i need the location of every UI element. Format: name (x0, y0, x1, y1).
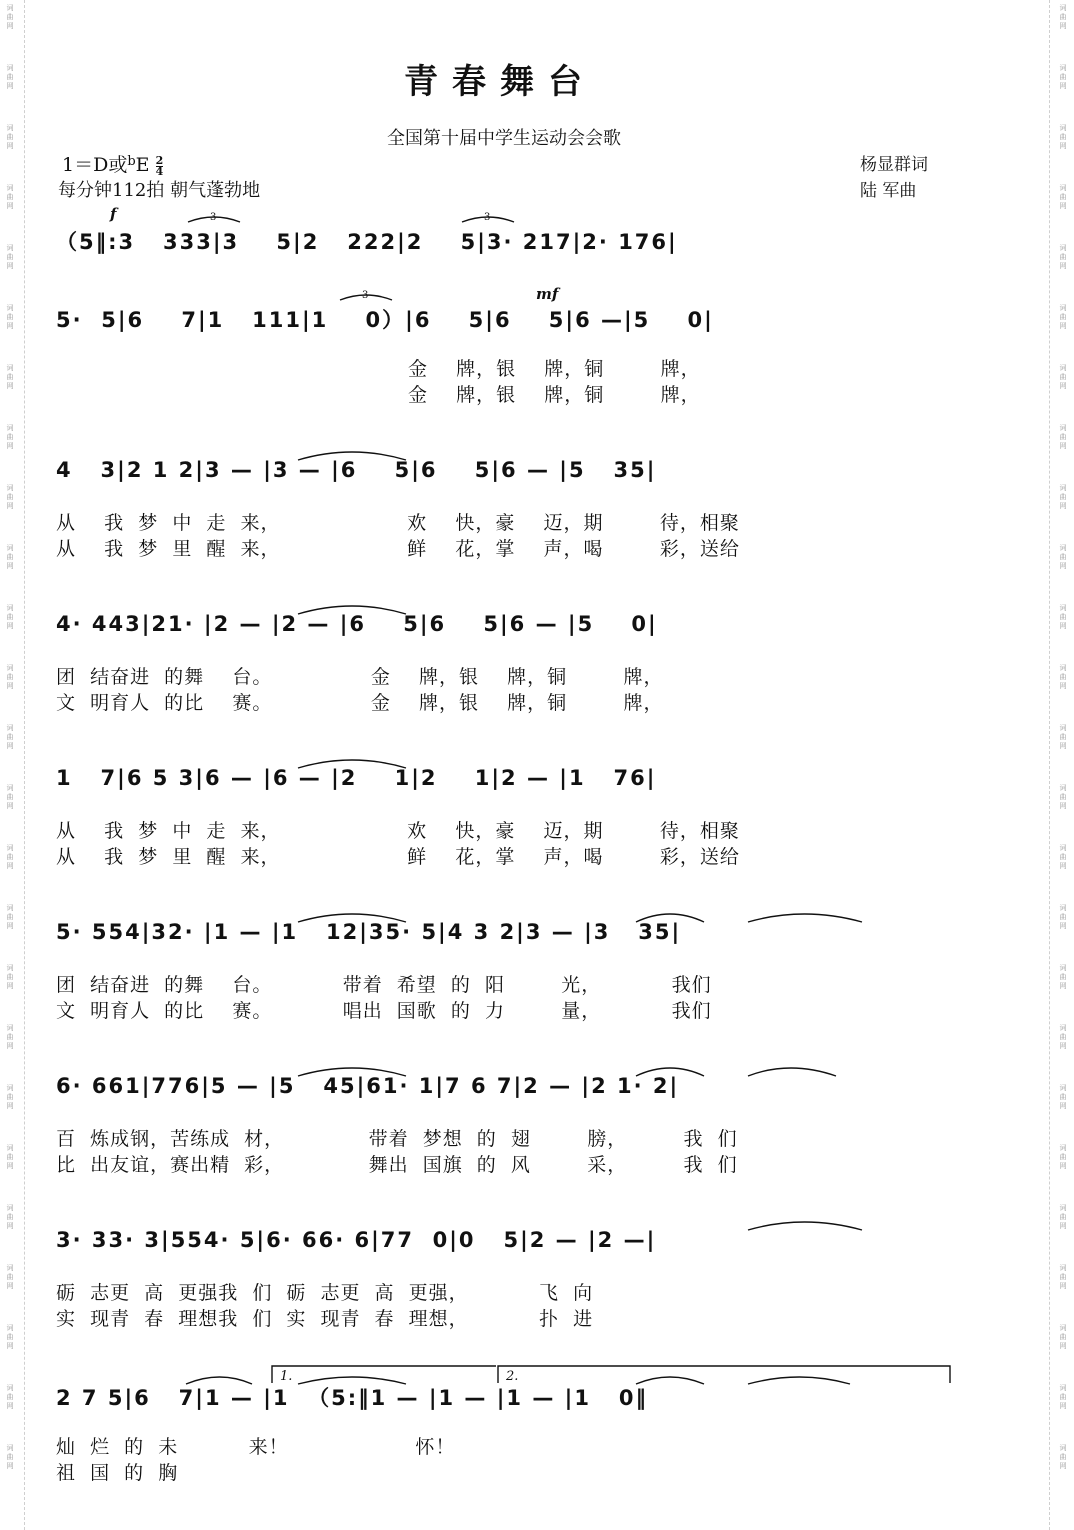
slur (636, 1068, 704, 1076)
song-subtitle: 全国第十届中学生运动会会歌 (387, 128, 621, 149)
triplet-number: 3 (484, 212, 491, 223)
watermark-glyphs: 词 曲 网 (6, 1324, 14, 1350)
lyric-verse-2: 文 明育人 的比 赛。 唱出 国歌 的 力 量， 我们 (56, 1000, 712, 1022)
watermark-glyphs: 词 曲 网 (6, 844, 14, 870)
watermark-glyphs: 词 曲 网 (1059, 364, 1067, 390)
tie (748, 914, 862, 922)
watermark-glyphs: 词 曲 网 (1059, 1444, 1067, 1470)
lyric-verse-2: 比 出友谊，赛出精 彩， 舞出 国旗 的 风 采， 我 们 (56, 1154, 738, 1176)
volta-1-bracket (272, 1366, 496, 1383)
lyric-verse-2: 文 明育人 的比 赛。 金 牌，银 牌，铜 牌， (56, 692, 664, 714)
watermark-glyphs: 词 曲 网 (6, 244, 14, 270)
watermark-glyphs: 词 曲 网 (6, 4, 14, 30)
watermark-glyphs: 词 曲 网 (1059, 1384, 1067, 1410)
watermark-glyphs: 词 曲 网 (1059, 1144, 1067, 1170)
watermark-glyphs: 词 曲 网 (6, 124, 14, 150)
lyric-verse-1: 从 我 梦 中 走 来， 欢 快，豪 迈，期 待，相聚 (56, 820, 740, 842)
tie (298, 452, 406, 460)
notation-row: 5· 554|32· |1 — |1 12|35· 5|4 3 2|3 — |3 35| (56, 920, 682, 944)
lyric-verse-2: 祖 国 的 胸 (56, 1462, 179, 1484)
song-title: 青春舞台 (404, 62, 596, 102)
lyric-verse-1: 砺 志更 高 更强我 们 砺 志更 高 更强， 飞 向 (56, 1282, 594, 1304)
watermark-glyphs: 词 曲 网 (6, 424, 14, 450)
watermark-glyphs: 词 曲 网 (6, 1264, 14, 1290)
watermark-glyphs: 词 曲 网 (6, 1084, 14, 1110)
dynamic-mezzo-forte: mf (536, 285, 559, 303)
volta-2-label: 2. (506, 1369, 519, 1384)
watermark-glyphs: 词 曲 网 (1059, 964, 1067, 990)
tempo-marking: 每分钟112拍 朝气蓬勃地 (58, 180, 261, 201)
lyric-verse-2: 从 我 梦 里 醒 来， 鲜 花，掌 声，喝 彩，送给 (56, 538, 740, 560)
watermark-glyphs: 词 曲 网 (1059, 664, 1067, 690)
lyric-verse-2: 从 我 梦 里 醒 来， 鲜 花，掌 声，喝 彩，送给 (56, 846, 740, 868)
tie (748, 1068, 836, 1076)
watermark-glyphs: 词 曲 网 (6, 484, 14, 510)
tie (298, 1068, 406, 1076)
flat-sign: b (127, 154, 136, 169)
watermark-glyphs: 词 曲 网 (6, 304, 14, 330)
watermark-glyphs: 词 曲 网 (1059, 244, 1067, 270)
tie (298, 760, 406, 768)
notation-row: 6· 661|776|5 — |5 45|61· 1|7 6 7|2 — |2 1· 2| (56, 1074, 680, 1098)
watermark-glyphs: 词 曲 网 (6, 1024, 14, 1050)
watermark-glyphs: 词 曲 网 (1059, 544, 1067, 570)
volta-2-bracket (498, 1366, 950, 1383)
notation-row: （5‖:3 333|3 5|2 222|2 5|3· 217|2· 176| (56, 230, 678, 254)
watermark-glyphs: 词 曲 网 (1059, 1204, 1067, 1230)
watermark-glyphs: 词 曲 网 (1059, 4, 1067, 30)
watermark-glyphs: 词 曲 网 (1059, 604, 1067, 630)
key-note: E (135, 154, 150, 176)
triplet-number: 3 (210, 212, 217, 223)
watermark-glyphs: 词 曲 网 (6, 664, 14, 690)
watermark-glyphs: 词 曲 网 (1059, 484, 1067, 510)
watermark-glyphs: 词 曲 网 (1059, 1264, 1067, 1290)
lyric-verse-2: 实 现青 春 理想我 们 实 现青 春 理想， 扑 进 (56, 1308, 594, 1330)
watermark-glyphs: 词 曲 网 (6, 184, 14, 210)
watermark-glyphs: 词 曲 网 (6, 784, 14, 810)
lyric-verse-2: 金 牌，银 牌，铜 牌， (56, 384, 701, 406)
triplet-number: 3 (362, 290, 369, 301)
lyric-verse-1: 金 牌，银 牌，铜 牌， (56, 358, 701, 380)
watermark-glyphs: 词 曲 网 (6, 904, 14, 930)
tie (748, 1222, 862, 1230)
notation-row: 1 7|6 5 3|6 — |6 — |2 1|2 1|2 — |1 76| (56, 766, 657, 790)
composer-credit: 陆 军曲 (860, 181, 917, 201)
watermark-glyphs: 词 曲 网 (1059, 1324, 1067, 1350)
watermark-glyphs: 词 曲 网 (1059, 724, 1067, 750)
lyricist-credit: 杨显群词 (860, 155, 928, 175)
notation-row: 3· 33· 3|554· 5|6· 66· 6|77 0|0 5|2 — |2 —| (56, 1228, 657, 1252)
watermark-glyphs: 词 曲 网 (1059, 904, 1067, 930)
watermark-glyphs: 词 曲 网 (1059, 844, 1067, 870)
tie (748, 1377, 850, 1384)
lyric-verse-1: 团 结奋进 的舞 台。 金 牌，银 牌，铜 牌， (56, 666, 664, 688)
notation-row: 4 3|2 1 2|3 — |3 — |6 5|6 5|6 — |5 35| (56, 458, 657, 482)
watermark-glyphs: 词 曲 网 (1059, 784, 1067, 810)
watermark-glyphs: 词 曲 网 (1059, 184, 1067, 210)
watermark-glyphs: 词 曲 网 (6, 1204, 14, 1230)
watermark-glyphs: 词 曲 网 (1059, 64, 1067, 90)
tie (298, 914, 406, 922)
tie (636, 1377, 704, 1384)
watermark-glyphs: 词 曲 网 (6, 724, 14, 750)
meter-top: 2 (155, 154, 164, 167)
slur (186, 1377, 252, 1384)
tie (298, 606, 406, 614)
watermark-glyphs: 词 曲 网 (1059, 1084, 1067, 1110)
watermark-glyphs: 词 曲 网 (6, 1384, 14, 1410)
watermark-glyphs: 词 曲 网 (1059, 424, 1067, 450)
key-prefix: 1＝D或 (62, 154, 128, 176)
watermark-glyphs: 词 曲 网 (6, 1444, 14, 1470)
dynamic-forte: f (110, 205, 117, 223)
watermark-glyphs: 词 曲 网 (1059, 304, 1067, 330)
lyric-verse-1: 团 结奋进 的舞 台。 带着 希望 的 阳 光， 我们 (56, 974, 712, 996)
watermark-glyphs: 词 曲 网 (6, 1144, 14, 1170)
tie (298, 1377, 406, 1384)
watermark-glyphs: 词 曲 网 (6, 64, 14, 90)
watermark-glyphs: 词 曲 网 (6, 544, 14, 570)
meter-bottom: 4 (155, 165, 164, 178)
watermark-glyphs: 词 曲 网 (1059, 1024, 1067, 1050)
slur (636, 914, 704, 922)
lyric-verse-1: 灿 烂 的 未 来！ 怀！ (56, 1436, 456, 1458)
notation-row: 2 7 5|6 7|1 — |1 （5:‖1 — |1 — |1 — |1 0‖ (56, 1386, 648, 1410)
lyric-verse-1: 百 炼成钢，苦练成 材， 带着 梦想 的 翅 膀， 我 们 (56, 1128, 738, 1150)
notation-row: 4· 443|21· |2 — |2 — |6 5|6 5|6 — |5 0| (56, 612, 658, 636)
notation-row: 5· 5|6 7|1 111|1 0）|6 5|6 5|6 —|5 0| (56, 308, 714, 332)
watermark-glyphs: 词 曲 网 (6, 364, 14, 390)
watermark-glyphs: 词 曲 网 (1059, 124, 1067, 150)
watermark-glyphs: 词 曲 网 (6, 604, 14, 630)
watermark-glyphs: 词 曲 网 (6, 964, 14, 990)
lyric-verse-1: 从 我 梦 中 走 来， 欢 快，豪 迈，期 待，相聚 (56, 512, 740, 534)
volta-1-label: 1. (280, 1369, 293, 1384)
